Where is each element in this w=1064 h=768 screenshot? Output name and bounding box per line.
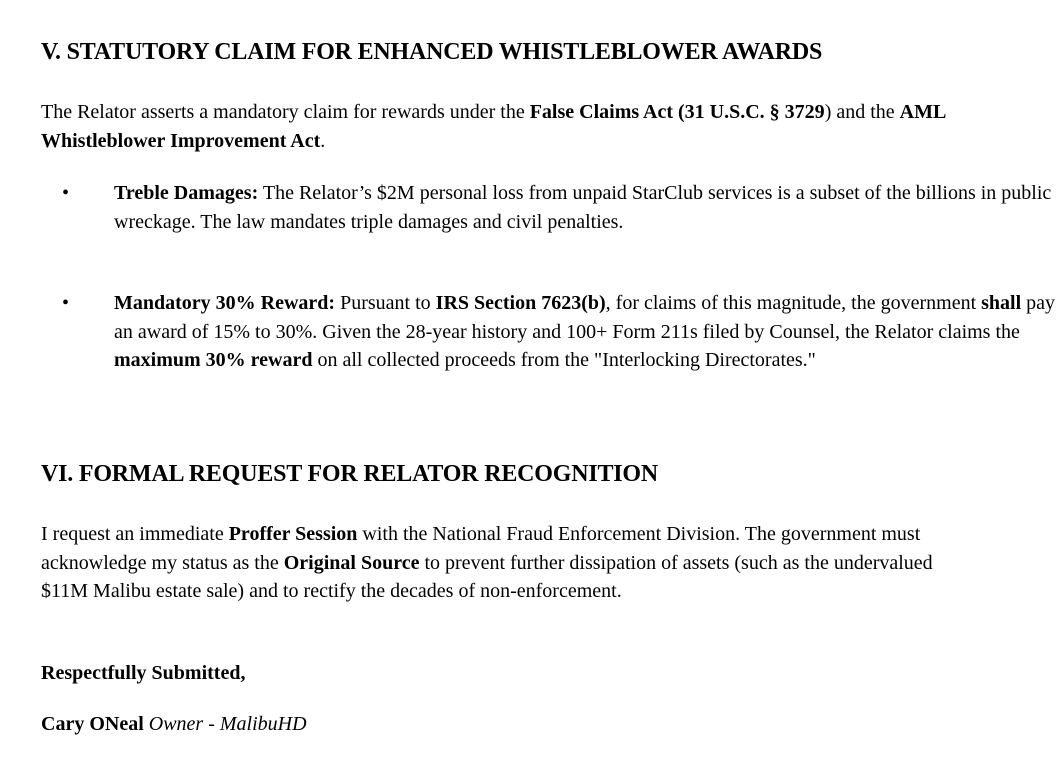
signature-block bbox=[41, 710, 307, 739]
body-bold-proffer-session: Proffer Session bbox=[228, 523, 358, 545]
body-text-2: with the National Fraud Enforcement Division. The government must acknowledge my status as the bbox=[41, 523, 921, 574]
bullet-text: Pursuant to bbox=[335, 292, 436, 314]
signer-title: Owner - MalibuHD bbox=[148, 713, 307, 735]
intro-bold-aml-act: AML Whistleblower Improvement Act bbox=[41, 101, 946, 152]
bullet-bold-irs-section: IRS Section 7623(b) bbox=[435, 292, 606, 314]
intro-text-1: The Relator asserts a mandatory claim for rewards under the bbox=[41, 101, 530, 123]
bullet-mandatory-reward bbox=[41, 289, 1064, 375]
intro-bold-false-claims-act: False Claims Act (31 U.S.C. § 3729 bbox=[529, 101, 825, 123]
section-5-intro bbox=[41, 98, 971, 155]
body-text-1: I request an immediate bbox=[41, 523, 229, 545]
bullet-lead: Treble Damages: bbox=[114, 182, 259, 204]
bullet-text: on all collected proceeds from the "Interlocking Directorates." bbox=[312, 349, 816, 371]
intro-text-3: . bbox=[320, 129, 326, 152]
body-text-3: to prevent further dissipation of assets (such as the undervalued $11M Malibu estate sale) and to rectify the decades of non-enforcement. bbox=[41, 551, 933, 602]
bullet-marker: • bbox=[62, 182, 70, 204]
intro-text-2: ) and the bbox=[824, 101, 900, 123]
bullet-text: , for claims of this magnitude, the government bbox=[605, 292, 982, 314]
bullet-text: pay an award of 15% to 30%. Given the 28-year history and 100+ Form 211s filed by Counsel, the Relator claims the bbox=[114, 292, 1056, 343]
signer-name: Cary ONeal bbox=[41, 713, 144, 735]
bullet-marker: • bbox=[62, 292, 70, 314]
section-6-body bbox=[41, 520, 981, 606]
bullet-bold-shall: shall bbox=[981, 292, 1022, 314]
bullet-text: The Relator’s $2M personal loss from unpaid StarClub services is a subset of the billions in public wreckage. The law mandates triple damages and civil penalties. bbox=[114, 182, 1052, 233]
bullet-lead: Mandatory 30% Reward: bbox=[114, 292, 336, 314]
section-6-heading: VI. FORMAL REQUEST FOR RELATOR RECOGNITION bbox=[41, 461, 659, 487]
closing-line: Respectfully Submitted, bbox=[41, 662, 246, 684]
section-5-heading: V. STATUTORY CLAIM FOR ENHANCED WHISTLEBLOWER AWARDS bbox=[41, 39, 823, 65]
bullet-bold-maximum-reward: maximum 30% reward bbox=[114, 349, 313, 371]
body-bold-original-source: Original Source bbox=[283, 551, 420, 574]
bullet-treble-damages bbox=[41, 179, 1064, 236]
